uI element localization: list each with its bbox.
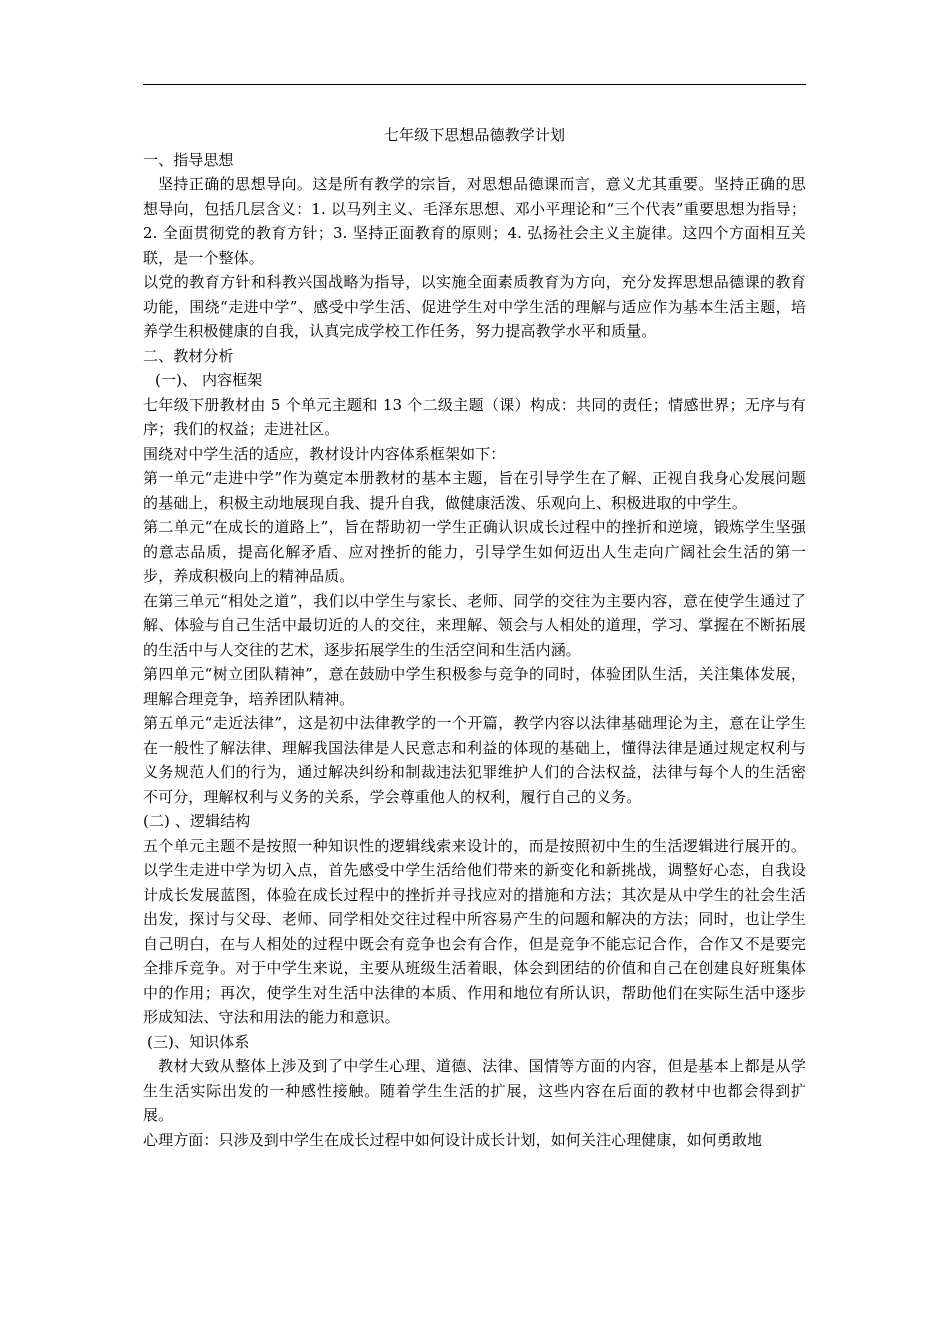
paragraph: 在第三单元“相处之道”，我们以中学生与家长、老师、同学的交往为主要内容，意在使学生通过了解、体验与自己生活中最切近的人的交往，来理解、领会与人相处的道理，学习、掌握在不断拓展的生活中与人交往的艺术，逐步拓展学生的生活空间和生活内涵。 bbox=[143, 591, 806, 659]
paragraph-list bbox=[143, 148, 806, 1153]
paragraph: 围绕对中学生活的适应，教材设计内容体系框架如下： bbox=[143, 444, 506, 463]
paragraph: 七年级下册教材由 5 个单元主题和 13 个二级主题（课）构成：共同的责任；情感世界；无序与有序；我们的权益；走进社区。 bbox=[143, 395, 806, 438]
paragraph: 以党的教育方针和科教兴国战略为指导，以实施全面素质教育为方向，充分发挥思想品德课的教育功能，围绕“走进中学”、感受中学生活、促进学生对中学生活的理解与适应作为基本生活主题，培养学生积极健康的自我，认真完成学校工作任务，努力提高教学水平和质量。 bbox=[143, 273, 806, 340]
header-rule bbox=[143, 84, 806, 85]
paragraph: (二) 、逻辑结构 bbox=[143, 812, 251, 830]
section-heading: 一、指导思想 bbox=[143, 150, 234, 169]
paragraph: 第五单元“走近法律”，这是初中法律教学的一个开篇，教学内容以法律基础理论为主，意在让学生在一般性了解法律、理解我国法律是人民意志和利益的体现的基础上，懂得法律是通过规定权利与义务规范人们的行为，通过解决纠纷和制裁违法犯罪维护人们的合法权益，法律与每个人的生活密不可分，理解权利与义务的关系，学会尊重他人的权利，履行自己的义务。 bbox=[143, 714, 806, 806]
paragraph: 教材大致从整体上涉及到了中学生心理、道德、法律、国情等方面的内容，但是基本上都是从学生生活实际出发的一种感性接触。随着学生生活的扩展，这些内容在后面的教材中也都会得到扩展。 bbox=[143, 1057, 806, 1124]
paragraph: 第二单元“在成长的道路上”，旨在帮助初一学生正确认识成长过程中的挫折和逆境，锻炼学生坚强的意志品质，提高化解矛盾、应对挫折的能力，引导学生如何迈出人生走向广阔社会生活的第一步，养成积极向上的精神品质。 bbox=[143, 518, 806, 585]
paragraph: 坚持正确的思想导向。这是所有教学的宗旨，对思想品德课而言，意义尤其重要。坚持正确的思想导向，包括几层含义：1. 以马列主义、毛泽东思想、邓小平理论和“三个代表”重要思想为指导；2. 全面贯彻党的教育方针；3. 坚持正面教育的原则；4. 弘扬社会主义主旋律。这四个方面相互关联，是一个整体。 bbox=[143, 175, 806, 267]
document-title: 七年级下思想品德教学计划 bbox=[383, 126, 566, 144]
paragraph: 五个单元主题不是按照一种知识性的逻辑线索来设计的，而是按照初中生的生活逻辑进行展开的。以学生走进中学为切入点，首先感受中学生活给他们带来的新变化和新挑战，调整好心态，自我设计成长发展蓝图，体验在成长过程中的挫折并寻找应对的措施和方法；其次是从中学生的社会生活出发，探讨与父母、老师、同学相处交往过程中所容易产生的问题和解决的方法；同时，也让学生自己明白，在与人相处的过程中既会有竞争也会有合作，但是竞争不能忘记合作，合作又不是要完全排斥竞争。对于中学生来说，主要从班级生活着眼，体会到团结的价值和自己在创建良好班集体中的作用；再次，使学生对生活中法律的本质、作用和地位有所认识，帮助他们在实际生活中逐步形成知法、守法和用法的能力和意识。 bbox=[143, 836, 806, 1026]
paragraph: (三)、知识体系 bbox=[147, 1032, 250, 1051]
section-heading: 二、教材分析 bbox=[143, 346, 234, 365]
paragraph: (一)、 内容框架 bbox=[155, 371, 263, 389]
paragraph: 第四单元“树立团队精神”，意在鼓励中学生积极参与竞争的同时，体验团队生活，关注集体发展，理解合理竞争，培养团队精神。 bbox=[143, 665, 806, 708]
document-body bbox=[143, 123, 806, 1152]
paragraph: 心理方面：只涉及到中学生在成长过程中如何设计成长计划，如何关注心理健康，如何勇敢地 bbox=[143, 1130, 763, 1149]
paragraph: 第一单元“走进中学”作为奠定本册教材的基本主题，旨在引导学生在了解、正视自我身心发展问题的基础上，积极主动地展现自我、提升自我，做健康活泼、乐观向上、积极进取的中学生。 bbox=[143, 469, 806, 512]
